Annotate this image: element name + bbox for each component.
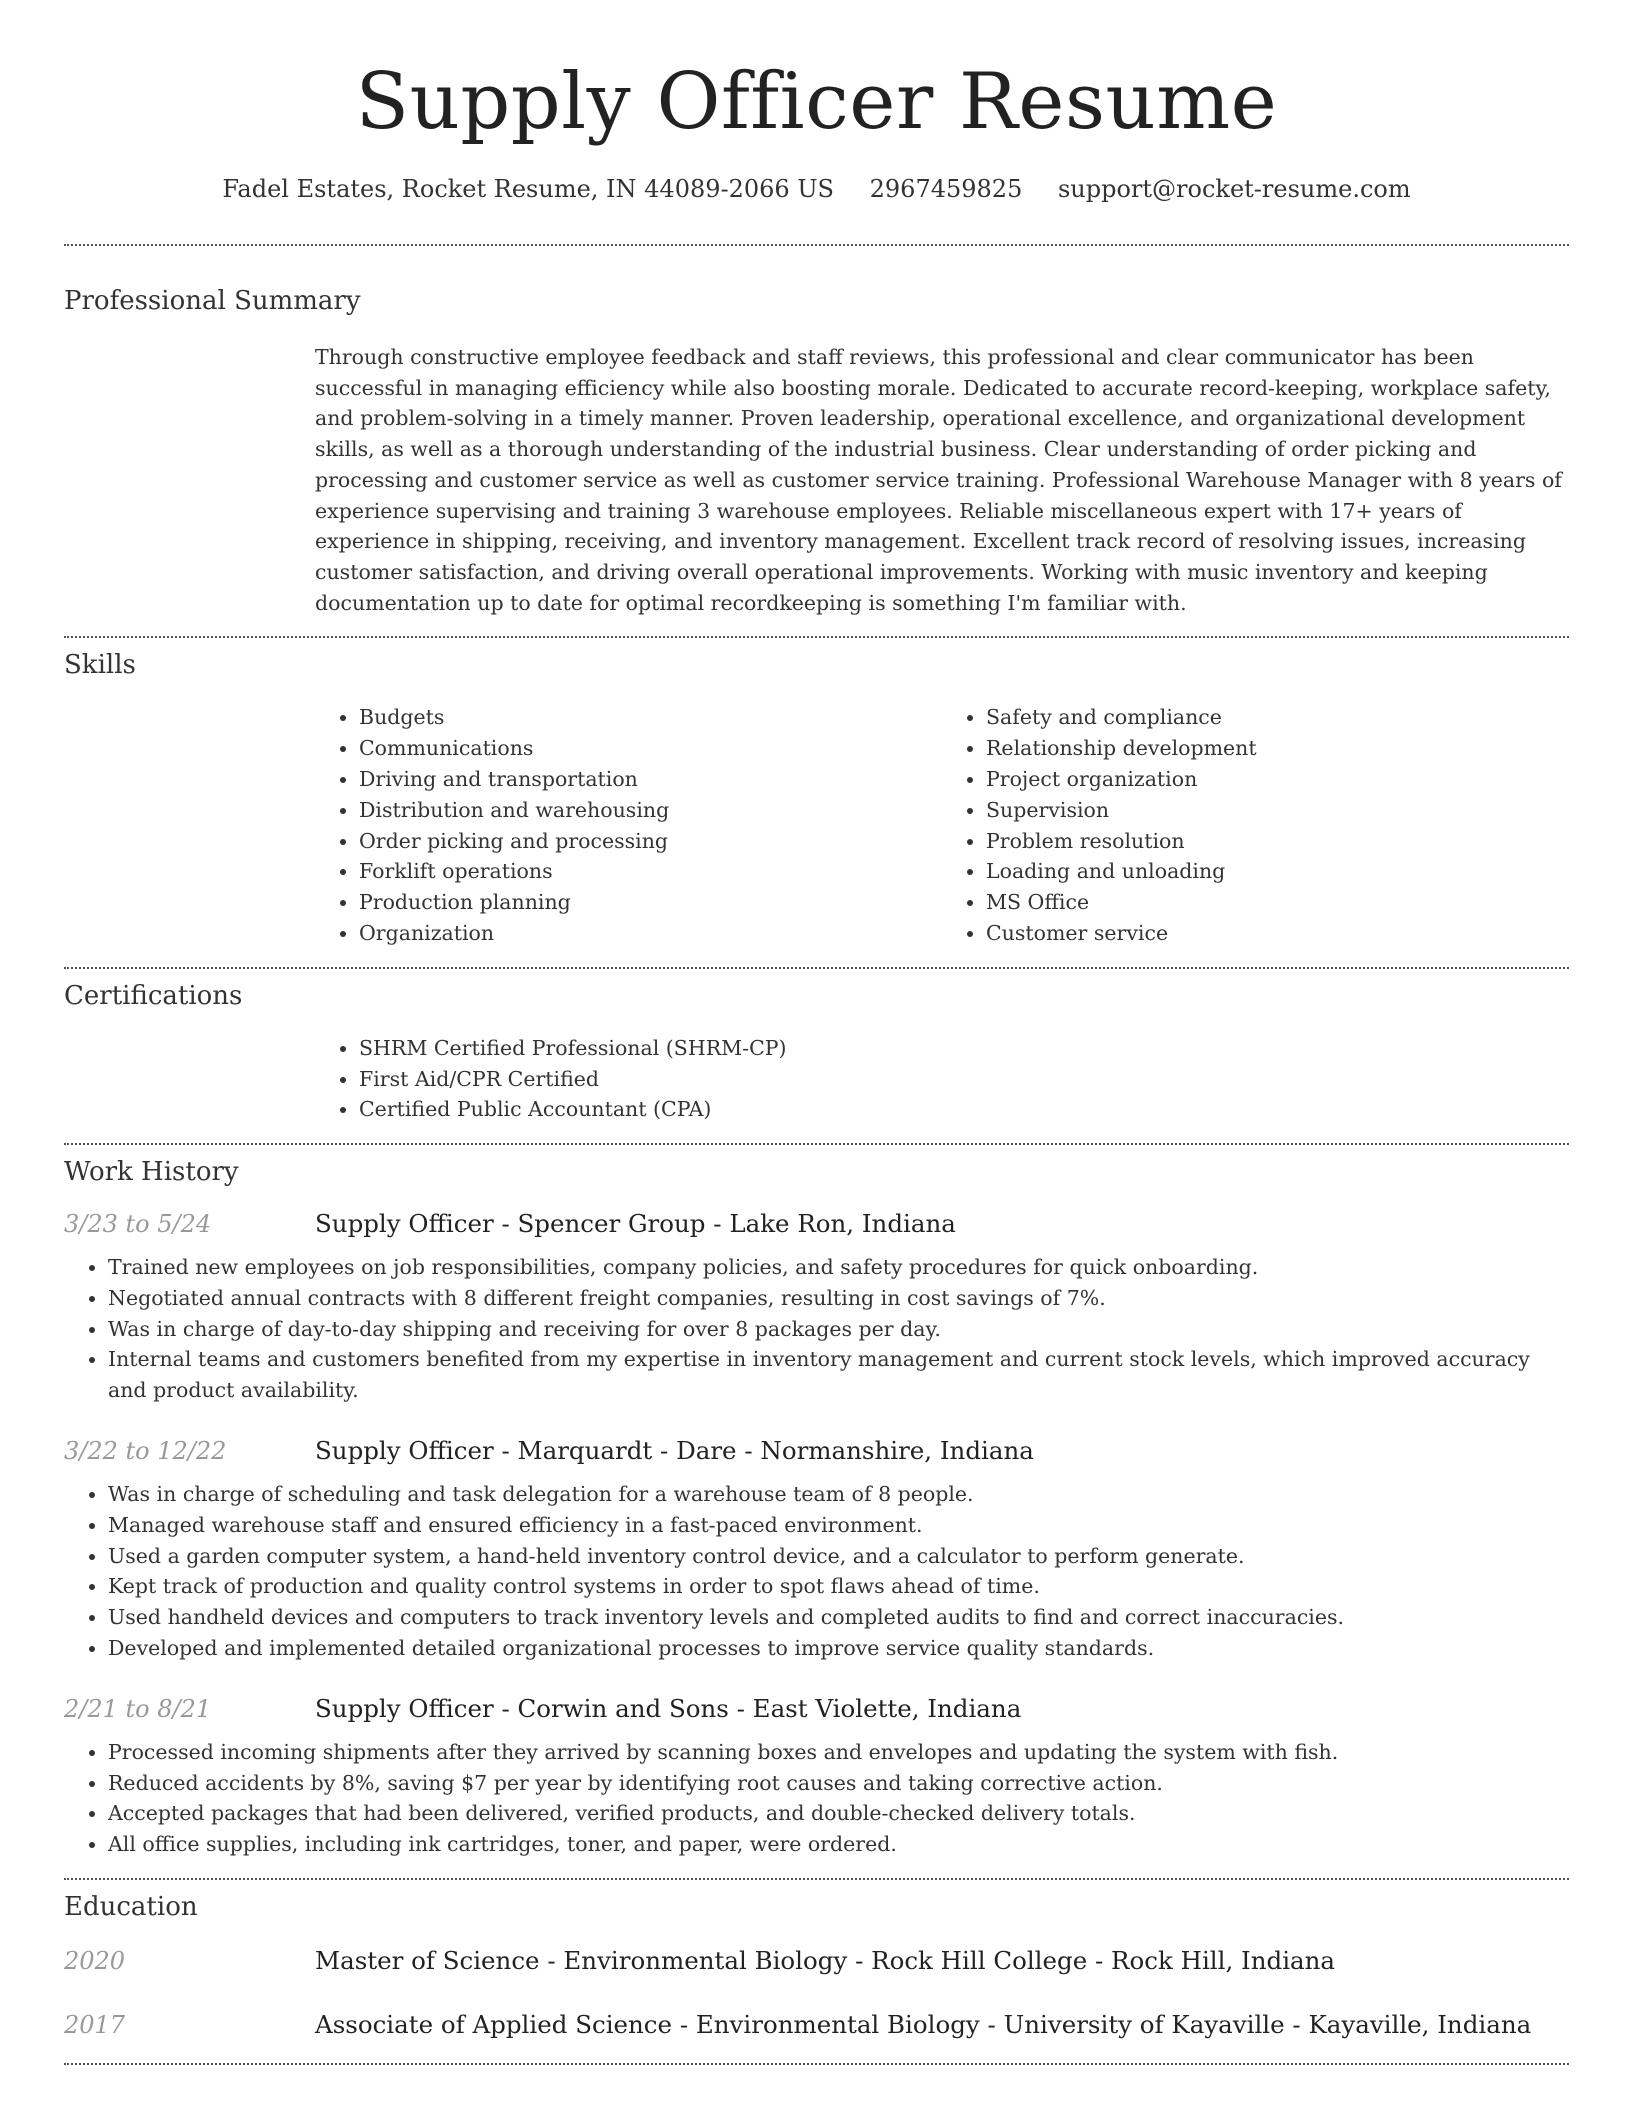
job-header — [64, 1436, 1569, 1465]
work-heading: Work History — [64, 1157, 239, 1188]
contact-email: support@rocket-resume.com — [1057, 175, 1411, 203]
education-heading-text: Associate of Applied Science - Environmental Biology - University of Kayaville - Kayaville, Indiana — [315, 2010, 1532, 2040]
job-entry — [64, 1436, 1569, 1664]
divider — [64, 2063, 1569, 2065]
certifications-column — [315, 1033, 1569, 1125]
list-item: • Production planning — [359, 887, 942, 918]
list-item: • Managed warehouse staff and ensured efficiency in a fast-paced environment. — [108, 1510, 1569, 1541]
certifications-list — [315, 1033, 1569, 1125]
list-item: • Used a garden computer system, a hand-held inventory control device, and a calculator to perform generate. — [108, 1541, 1569, 1572]
job-date: 3/23 to 5/24 — [64, 1210, 212, 1239]
job-heading: Supply Officer - Corwin and Sons - East Violette, Indiana — [315, 1693, 1022, 1723]
job-date: 2/21 to 8/21 — [64, 1694, 212, 1723]
education-entry — [64, 1946, 1569, 1975]
list-item: • Driving and transportation — [359, 764, 942, 795]
list-item: • Was in charge of day-to-day shipping and receiving for over 8 packages per day. — [108, 1314, 1569, 1345]
contact-line — [64, 174, 1569, 204]
list-item: • Developed and implemented detailed organizational processes to improve service quality standards. — [108, 1633, 1569, 1664]
list-item: • Used handheld devices and computers to track inventory levels and completed audits to find and correct inaccuracies. — [108, 1602, 1569, 1633]
list-item: • Problem resolution — [986, 826, 1569, 857]
skills-list-left — [315, 702, 942, 948]
list-item: • Forklift operations — [359, 856, 942, 887]
list-item: • Internal teams and customers benefited from my expertise in inventory management and current stock levels, which improved accuracy and product availability. — [108, 1344, 1569, 1406]
education-entry — [64, 2010, 1569, 2039]
job-header — [64, 1694, 1569, 1723]
work-section — [64, 1145, 1569, 1860]
skills-list-right — [942, 702, 1569, 948]
list-item: • Kept track of production and quality control systems in order to spot flaws ahead of time. — [108, 1571, 1569, 1602]
list-item: • Relationship development — [986, 733, 1569, 764]
certifications-section — [64, 969, 1569, 1125]
list-item: • Budgets — [359, 702, 942, 733]
summary-section — [64, 246, 1569, 618]
contact-address: Fadel Estates, Rocket Resume, IN 44089-2066 US — [222, 175, 834, 203]
list-item: • Accepted packages that had been delivered, verified products, and double-checked delivery totals. — [108, 1798, 1569, 1829]
job-heading: Supply Officer - Marquardt - Dare - Normanshire, Indiana — [315, 1436, 1034, 1466]
job-date: 3/22 to 12/22 — [64, 1437, 227, 1466]
list-item: • SHRM Certified Professional (SHRM-CP) — [359, 1033, 1569, 1064]
job-entry — [64, 1209, 1569, 1406]
certifications-heading: Certifications — [64, 980, 243, 1011]
resume-title: Supply Officer Resume — [355, 57, 1278, 147]
list-item: • Negotiated annual contracts with 8 different freight companies, resulting in cost savings of 7%. — [108, 1283, 1569, 1314]
list-item: • Was in charge of scheduling and task delegation for a warehouse team of 8 people. — [108, 1479, 1569, 1510]
education-heading: Education — [64, 1892, 198, 1923]
list-item: • Order picking and processing — [359, 826, 942, 857]
list-item: • MS Office — [986, 887, 1569, 918]
list-item: • Project organization — [986, 764, 1569, 795]
list-item: • Safety and compliance — [986, 702, 1569, 733]
education-year: 2017 — [64, 2011, 126, 2040]
resume-page — [64, 0, 1569, 2065]
job-bullets — [64, 1737, 1569, 1860]
job-heading: Supply Officer - Spencer Group - Lake Ron, Indiana — [315, 1209, 956, 1239]
education-heading-text: Master of Science - Environmental Biology - Rock Hill College - Rock Hill, Indiana — [315, 1946, 1336, 1976]
list-item: • Distribution and warehousing — [359, 795, 942, 826]
list-item: • Supervision — [986, 795, 1569, 826]
summary-text: Through constructive employee feedback and staff reviews, this professional and clear communicator has been successful in managing efficiency while also boosting morale. Dedicated to accurate record-keeping, workplace safety, and problem-solving in a timely manner. Proven leadership, operational excellence, and organizational development skills, as well as a thorough understanding of the industrial business. Clear understanding of order picking and processing and customer service as well as customer service training. Professional Warehouse Manager with 8 years of experience supervising and training 3 warehouse employees. Reliable miscellaneous expert with 17+ years of experience in shipping, receiving, and inventory management. Excellent track record of resolving issues, increasing customer satisfaction, and driving overall operational improvements. Working with music inventory and keeping documentation up to date for optimal recordkeeping is something I'm familiar with. — [315, 345, 1562, 615]
list-item: • Loading and unloading — [986, 856, 1569, 887]
list-item: • All office supplies, including ink cartridges, toner, and paper, were ordered. — [108, 1829, 1569, 1860]
skills-section — [64, 638, 1569, 948]
list-item: • Customer service — [986, 918, 1569, 949]
education-year: 2020 — [64, 1947, 126, 1976]
skills-heading: Skills — [64, 650, 136, 681]
contact-phone: 2967459825 — [869, 175, 1023, 203]
list-item: • First Aid/CPR Certified — [359, 1064, 1569, 1095]
job-bullets — [64, 1479, 1569, 1664]
list-item: • Organization — [359, 918, 942, 949]
education-section — [64, 1880, 1569, 2039]
job-entry — [64, 1694, 1569, 1860]
job-bullets — [64, 1252, 1569, 1406]
job-header — [64, 1209, 1569, 1238]
list-item: • Reduced accidents by 8%, saving $7 per year by identifying root causes and taking corrective action. — [108, 1768, 1569, 1799]
skills-columns — [315, 702, 1569, 948]
list-item: • Communications — [359, 733, 942, 764]
list-item: • Trained new employees on job responsibilities, company policies, and safety procedures for quick onboarding. — [108, 1252, 1569, 1283]
list-item: • Certified Public Accountant (CPA) — [359, 1094, 1569, 1125]
summary-heading: Professional Summary — [64, 286, 361, 316]
list-item: • Processed incoming shipments after they arrived by scanning boxes and envelopes and updating the system with fish. — [108, 1737, 1569, 1768]
